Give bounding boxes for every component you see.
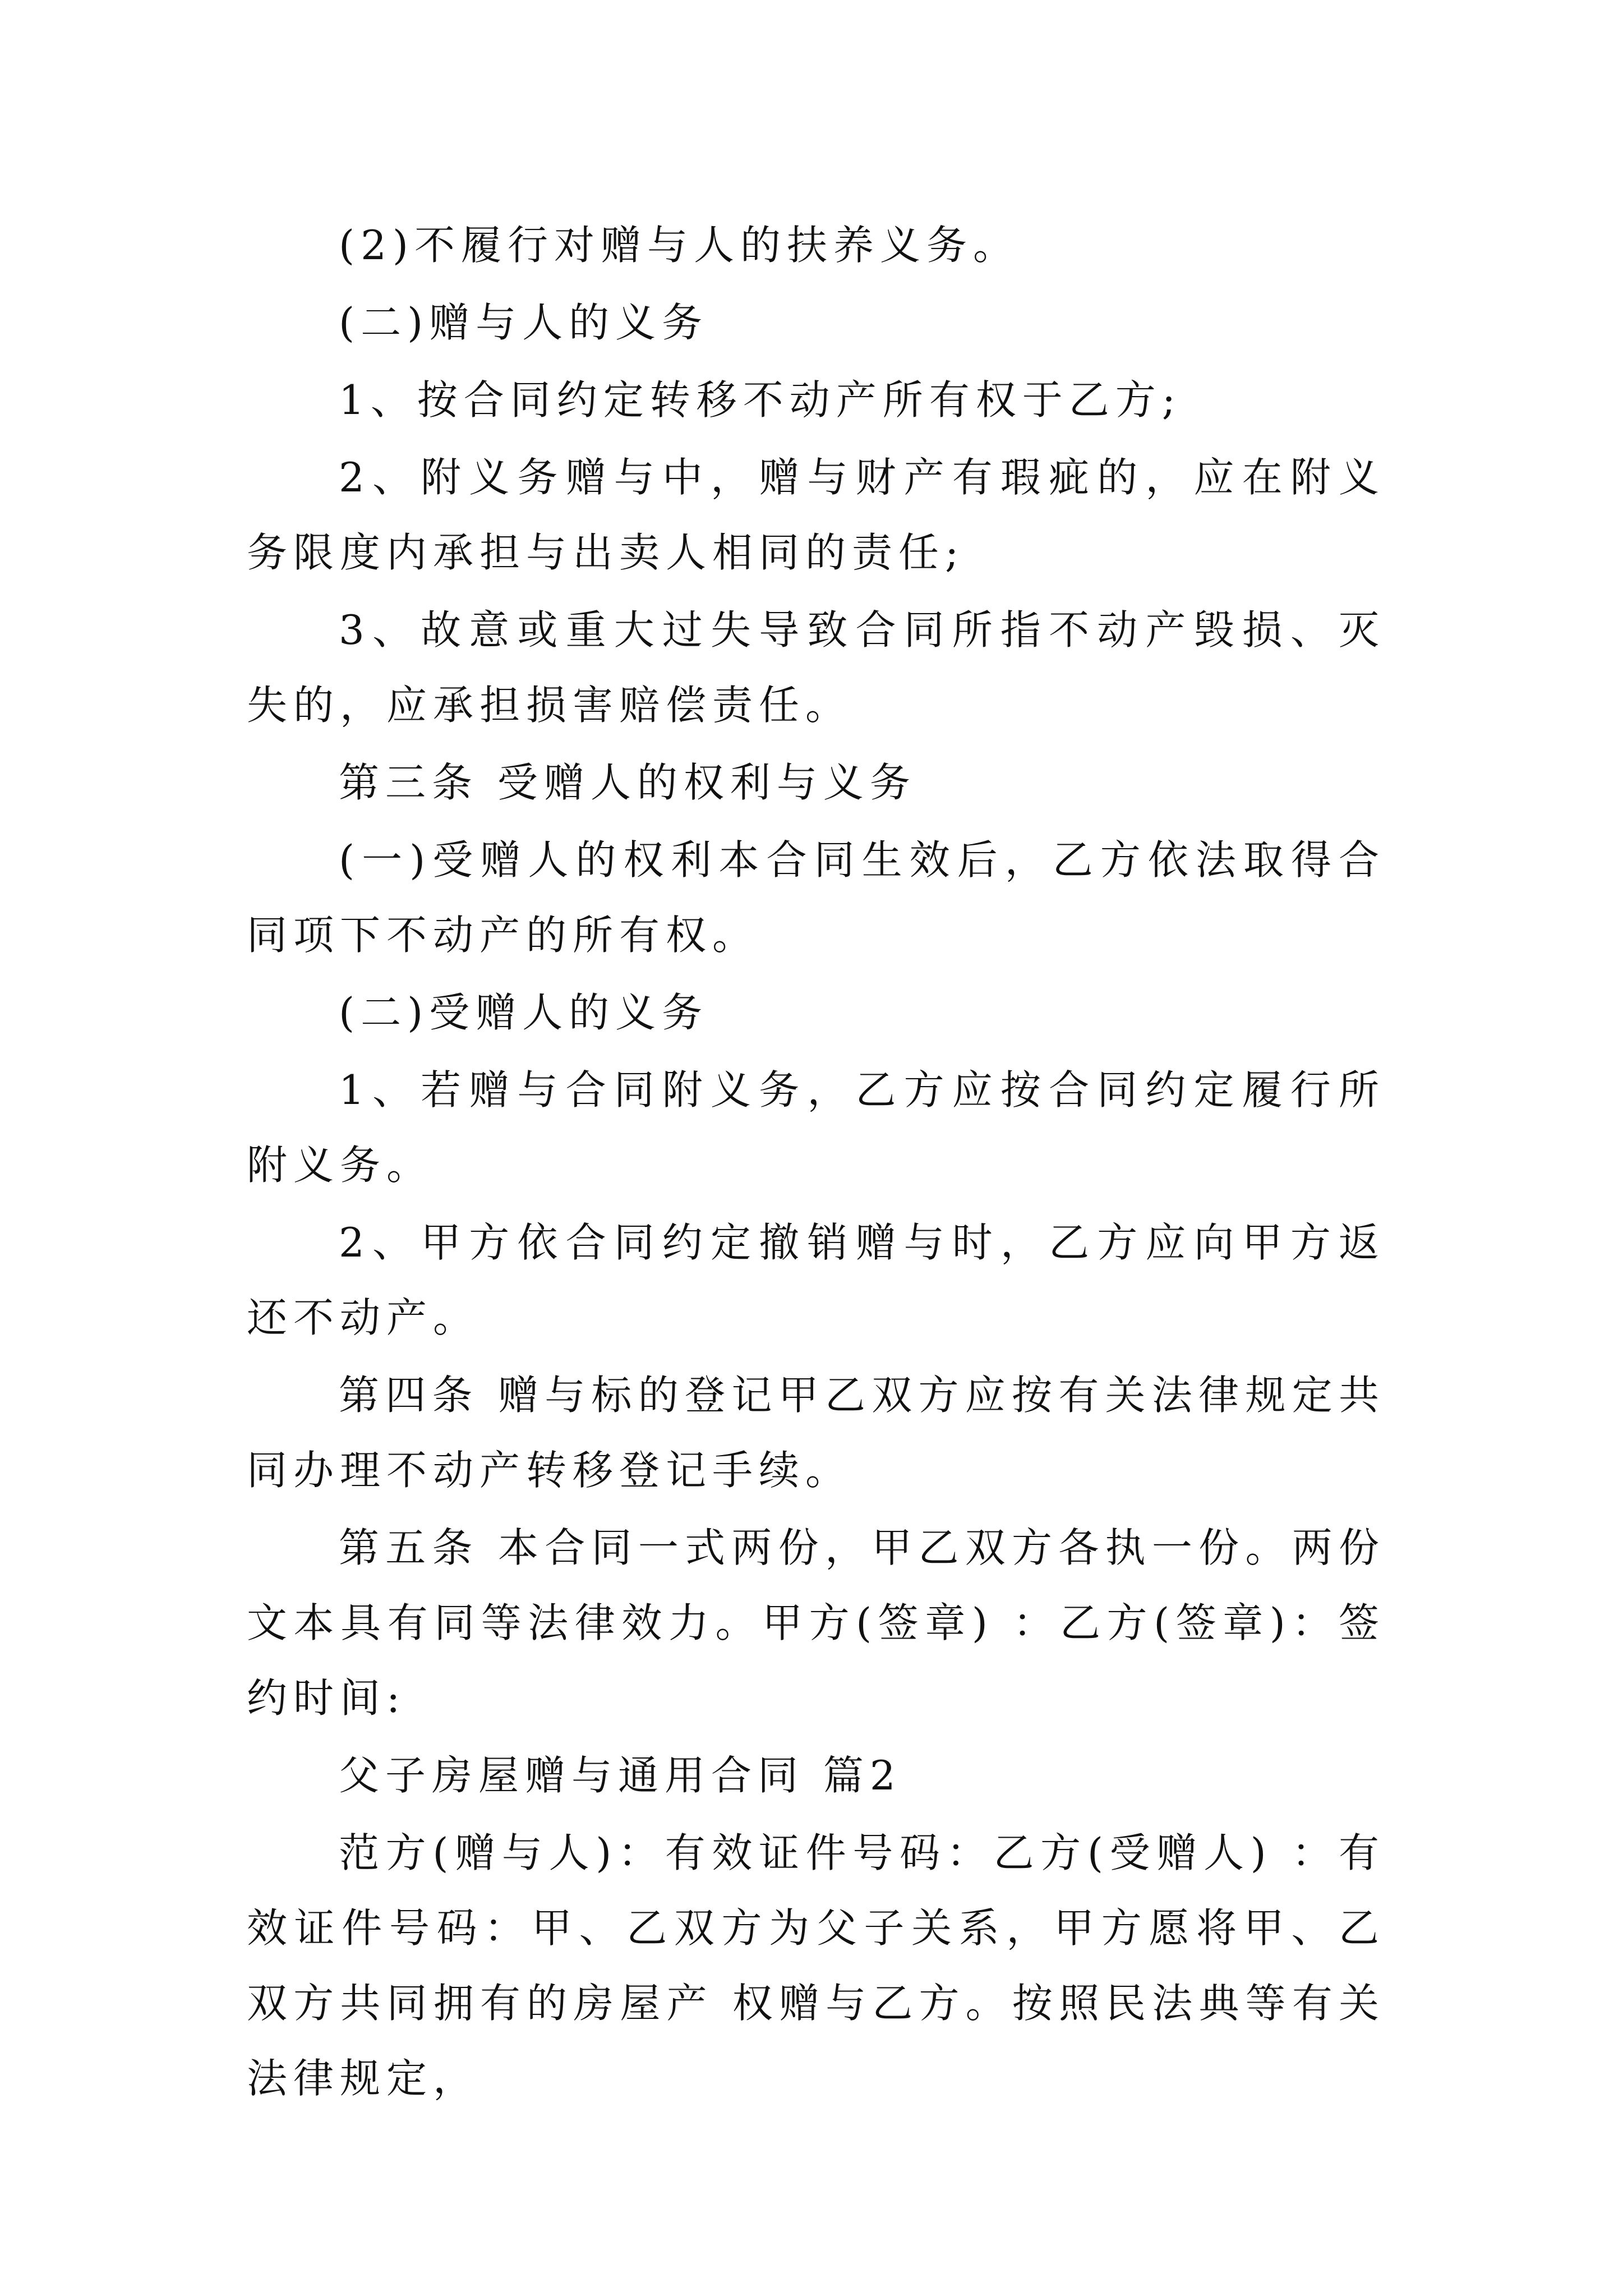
section-title-part-2: 父子房屋赠与通用合同 篇2 xyxy=(339,1752,902,1799)
article-3-heading: 第三条 受赠人的权利与义务 xyxy=(339,759,916,806)
article-4-registration: 第四条 赠与标的登记甲乙双方应按有关法律规定共同办理不动产转移登记手续。 xyxy=(247,1372,1385,1494)
paragraph-parties-part-2: 范方(赠与人)：有效证件号码：乙方(受赠人) ：有效证件号码：甲、乙双方为父子关系，甲方愿将甲、乙双方共同拥有的房屋产 权赠与乙方。按照民法典等有关法律规定， xyxy=(247,1829,1385,2102)
paragraph-donee-obligations-heading: (二)受赠人的义务 xyxy=(339,989,709,1036)
paragraph-donee-obligation-1: 1、若赠与合同附义务，乙方应按合同约定履行所附义务。 xyxy=(247,1066,1385,1189)
paragraph-donor-obligation-2: 2、附义务赠与中，赠与财产有瑕疵的，应在附义务限度内承担与出卖人相同的责任; xyxy=(247,454,1385,576)
paragraph-donee-obligation-2: 2、甲方依合同约定撤销赠与时，乙方应向甲方返还不动产。 xyxy=(247,1219,1385,1341)
article-5-copies-signatures: 第五条 本合同一式两份，甲乙双方各执一份。两份文本具有同等法律效力。甲方(签章) ：乙方(签章)：签约时间: xyxy=(247,1524,1385,1722)
paragraph-donor-obligations-heading: (二)赠与人的义务 xyxy=(339,299,709,346)
paragraph-donor-obligation-1: 1、按合同约定转移不动产所有权于乙方; xyxy=(339,376,1182,424)
document-body xyxy=(247,208,1385,2118)
paragraph-donee-rights: (一)受赠人的权利本合同生效后，乙方依法取得合同项下不动产的所有权。 xyxy=(247,836,1385,959)
paragraph-support-obligation: (2)不履行对赠与人的扶养义务。 xyxy=(339,222,1020,269)
paragraph-donor-obligation-3: 3、故意或重大过失导致合同所指不动产毁损、灭失的，应承担损害赔偿责任。 xyxy=(247,606,1385,729)
